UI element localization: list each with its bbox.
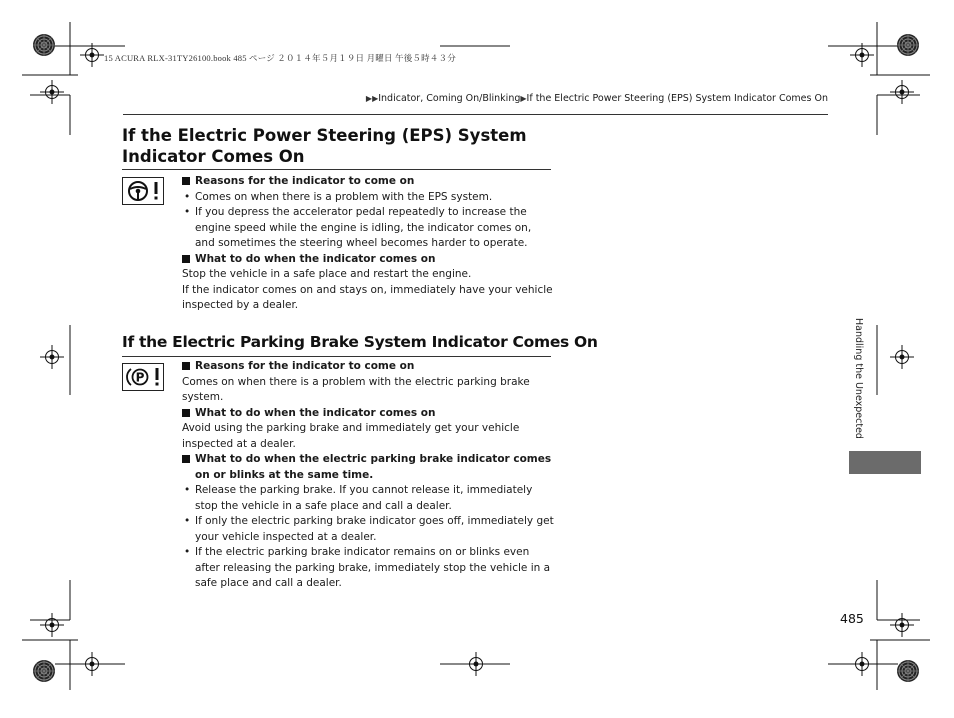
square-bullet-icon [182,255,190,263]
breadcrumb [366,93,828,104]
chapter-side-label: Handling the Unexpected [853,318,864,439]
epb-blink-heading: What to do when the electric parking brake indicator comes on or blinks at the same time. [182,452,554,483]
svg-text:P: P [135,370,145,385]
steering-wheel-icon [127,180,151,202]
list-item: • Release the parking brake. If you cannot release it, immediately stop the vehicle in a safe place and call a dealer. [182,483,554,514]
breadcrumb-current: If the Electric Power Steering (EPS) System Indicator Comes On [526,93,828,104]
epb-title-rule [122,356,551,357]
eps-action-text: If the indicator comes on and stays on, immediately have your vehicle inspected by a dealer. [182,283,553,311]
exclamation-icon [154,368,160,386]
chapter-tab[interactable] [849,451,921,474]
eps-title-rule [122,169,551,170]
eps-action-heading: What to do when the indicator comes on [182,252,554,268]
eps-action-text: Stop the vehicle in a safe place and restart the engine. [182,268,472,280]
epb-reasons-text: Comes on when there is a problem with the electric parking brake system. [182,375,530,403]
square-bullet-icon [182,362,190,370]
list-item: • If you depress the accelerator pedal repeatedly to increase the engine speed while the engine is idling, the indicator comes on, and sometimes the steering wheel becomes harder to operate. [182,205,554,252]
eps-warning-icon [122,177,164,205]
epb-section-title: If the Electric Parking Brake System Indicator Comes On [122,333,598,351]
epb-body [182,359,554,592]
breadcrumb-arrow-icon: ▶ [520,94,527,103]
parking-brake-warning-icon [122,363,164,391]
print-info: 15 ACURA RLX-31TY26100.book 485 ページ ２０１４年５月１９日 月曜日 午後５時４３分 [104,53,456,63]
exclamation-icon [153,182,159,200]
parking-p-icon [126,366,152,388]
square-bullet-icon [182,409,190,417]
list-item: • If only the electric parking brake indicator goes off, immediately get your vehicle inspected at a dealer. [182,514,554,545]
epb-action-heading: What to do when the indicator comes on [182,406,554,422]
list-item: • If the electric parking brake indicator remains on or blinks even after releasing the parking brake, immediately stop the vehicle in a safe place and call a dealer. [182,545,554,592]
eps-reasons-heading: Reasons for the indicator to come on [182,174,554,190]
list-item: • Comes on when there is a problem with the EPS system. [182,190,554,206]
square-bullet-icon [182,455,190,463]
epb-reasons-heading: Reasons for the indicator to come on [182,359,554,375]
page-number: 485 [840,611,864,626]
epb-action-text: Avoid using the parking brake and immediately get your vehicle inspected at a dealer. [182,422,520,450]
header-rule [123,114,828,115]
eps-section-title: If the Electric Power Steering (EPS) System Indicator Comes On [122,126,527,166]
breadcrumb-arrow-icon: ▶▶ [365,94,379,103]
eps-body [182,174,554,314]
breadcrumb-parent[interactable]: Indicator, Coming On/Blinking [378,93,521,104]
square-bullet-icon [182,177,190,185]
